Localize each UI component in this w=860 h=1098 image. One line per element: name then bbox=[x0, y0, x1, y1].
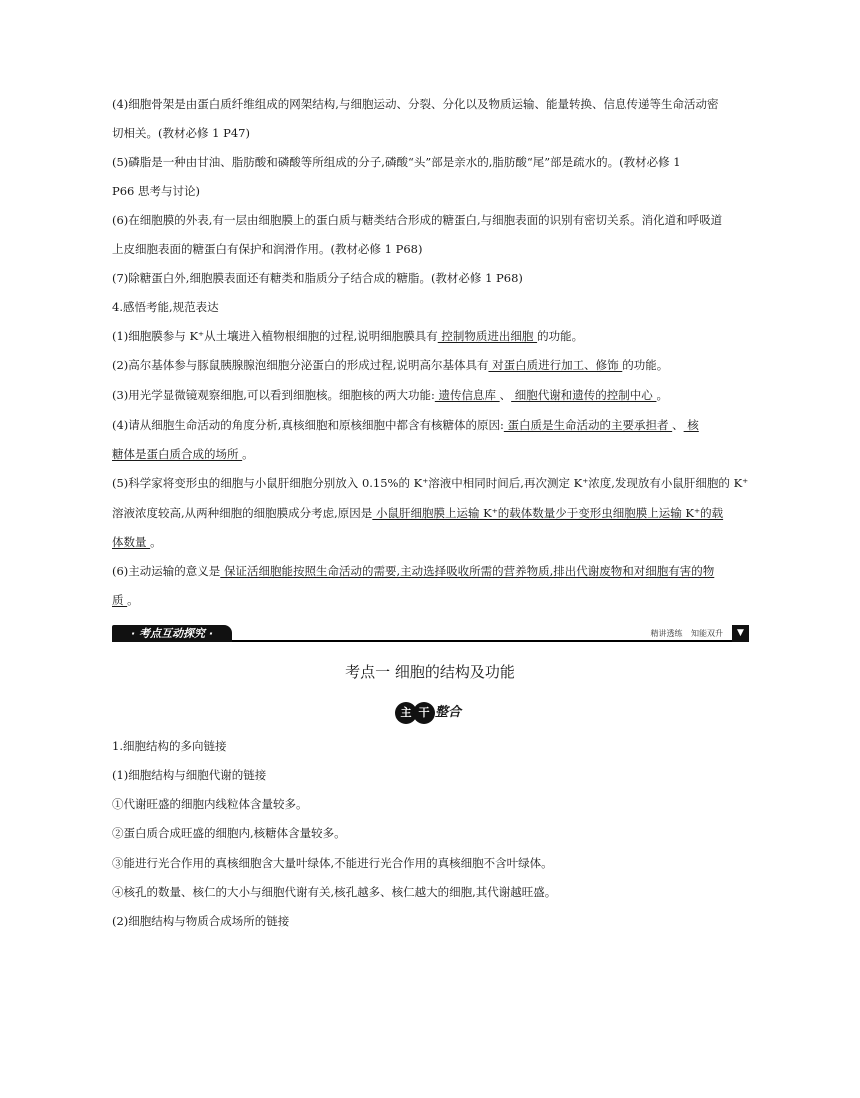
question-4-answer-2-end: 糖体是蛋白质合成的场所 bbox=[112, 447, 243, 461]
content-subheading-2: (2)细胞结构与物质合成场所的链接 bbox=[112, 914, 290, 928]
review-item-5-line-2: P66 思考与讨论) bbox=[112, 184, 201, 198]
question-5-text: 溶液浓度较高,从两种细胞的细胞膜成分考虑,原因是 bbox=[112, 506, 373, 520]
question-6-answer-end: 质 bbox=[112, 593, 128, 607]
review-item-5-line-1: (5)磷脂是一种由甘油、脂肪酸和磷酸等所组成的分子,磷酸“头”部是亲水的,脂肪酸“尾”部是疏水的。(教材必修 1 bbox=[112, 155, 681, 169]
question-4-separator: 、 bbox=[672, 418, 684, 432]
question-6-line-1 bbox=[112, 563, 752, 579]
question-5-answer-start: 小鼠肝细胞膜上运输 K⁺的载体数量少于变形虫细胞膜上运输 K⁺的载 bbox=[372, 506, 724, 520]
content-point-2: ②蛋白质合成旺盛的细胞内,核糖体含量较多。 bbox=[112, 826, 346, 840]
question-2-suffix: 的功能。 bbox=[622, 358, 669, 372]
triangle-down-icon: ▼ bbox=[732, 625, 749, 642]
question-5-line-3 bbox=[112, 534, 752, 550]
content-point-4: ④核孔的数量、核仁的大小与细胞代谢有关,核孔越多、核仁越大的细胞,其代谢越旺盛。 bbox=[112, 885, 557, 899]
content-point-3: ③能进行光合作用的真核细胞含大量叶绿体,不能进行光合作用的真核细胞不含叶绿体。 bbox=[112, 856, 553, 870]
banner-slogan: 精讲透练 知能双升 bbox=[650, 629, 723, 638]
question-1 bbox=[112, 328, 752, 344]
content-subheading-1: (1)细胞结构与细胞代谢的链接 bbox=[112, 768, 267, 782]
badge-circle-icon: 干 bbox=[413, 702, 435, 724]
question-5-line-2 bbox=[112, 505, 752, 521]
content-point-1: ①代谢旺盛的细胞内线粒体含量较多。 bbox=[112, 797, 308, 811]
question-2 bbox=[112, 357, 752, 373]
question-3-separator: 、 bbox=[499, 388, 512, 402]
question-3-answer-1: 遗传信息库 bbox=[434, 388, 500, 402]
question-6-text: (6)主动运输的意义是 bbox=[112, 564, 221, 578]
question-5-answer-end: 体数量 bbox=[112, 535, 151, 549]
review-item-4-line-2: 切相关。(教材必修 1 P47) bbox=[112, 126, 250, 140]
question-4-answer-2-start: 核 bbox=[683, 418, 699, 432]
question-1-suffix: 的功能。 bbox=[537, 329, 584, 343]
question-3-text: (3)用光学显微镜观察细胞,可以看到细胞核。细胞核的两大功能: bbox=[112, 388, 435, 402]
question-4-answer-1: 蛋白质是生命活动的主要承担者 bbox=[503, 418, 673, 432]
content-heading-1: 1.细胞结构的多向链接 bbox=[112, 739, 227, 753]
question-1-text: (1)细胞膜参与 K⁺从土壤进入植物根细胞的过程,说明细胞膜具有 bbox=[112, 329, 438, 343]
banner-title: · 考点互动探究 · bbox=[112, 625, 232, 642]
section-title: 考点一 细胞的结构及功能 bbox=[345, 663, 515, 681]
question-4-suffix: 。 bbox=[242, 447, 254, 461]
question-6-answer-start: 保证活细胞能按照生命活动的需要,主动选择吸收所需的营养物质,排出代谢废物和对细胞有害的物 bbox=[220, 564, 715, 578]
question-4-text: (4)请从细胞生命活动的角度分析,真核细胞和原核细胞中都含有核糖体的原因: bbox=[112, 418, 504, 432]
review-item-7: (7)除糖蛋白外,细胞膜表面还有糖类和脂质分子结合成的糖脂。(教材必修 1 P68) bbox=[112, 271, 523, 285]
express-heading: 4.感悟考能,规范表达 bbox=[112, 300, 219, 314]
question-4-line-1 bbox=[112, 417, 752, 433]
question-6-suffix: 。 bbox=[127, 593, 139, 607]
badge-circle-icon: 主 bbox=[395, 702, 417, 724]
question-4-line-2 bbox=[112, 446, 752, 462]
question-5-line-1: (5)科学家将变形虫的细胞与小鼠肝细胞分别放入 0.15%的 K⁺溶液中相同时间后,再次测定 K⁺浓度,发现放有小鼠肝细胞的 K⁺ bbox=[112, 476, 749, 490]
question-2-answer: 对蛋白质进行加工、修饰 bbox=[488, 358, 623, 372]
section-banner bbox=[112, 625, 749, 642]
review-item-6-line-1: (6)在细胞膜的外表,有一层由细胞膜上的蛋白质与糖类结合形成的糖蛋白,与细胞表面的识别有密切关系。消化道和呼吸道 bbox=[112, 213, 723, 227]
question-1-answer: 控制物质进出细胞 bbox=[437, 329, 538, 343]
trunk-integration-badge bbox=[395, 702, 475, 724]
review-item-6-line-2: 上皮细胞表面的糖蛋白有保护和润滑作用。(教材必修 1 P68) bbox=[112, 242, 423, 256]
question-2-text: (2)高尔基体参与豚鼠胰腺腺泡细胞分泌蛋白的形成过程,说明高尔基体具有 bbox=[112, 358, 489, 372]
badge-label: 整合 bbox=[435, 705, 462, 720]
review-item-4-line-1: (4)细胞骨架是由蛋白质纤维组成的网架结构,与细胞运动、分裂、分化以及物质运输、能量转换、信息传递等生命活动密 bbox=[112, 97, 719, 111]
question-3-answer-2: 细胞代谢和遗传的控制中心 bbox=[511, 388, 657, 402]
question-5-suffix: 。 bbox=[150, 535, 162, 549]
question-6-line-2 bbox=[112, 592, 752, 608]
question-3 bbox=[112, 387, 752, 403]
question-3-suffix: 。 bbox=[656, 388, 668, 402]
